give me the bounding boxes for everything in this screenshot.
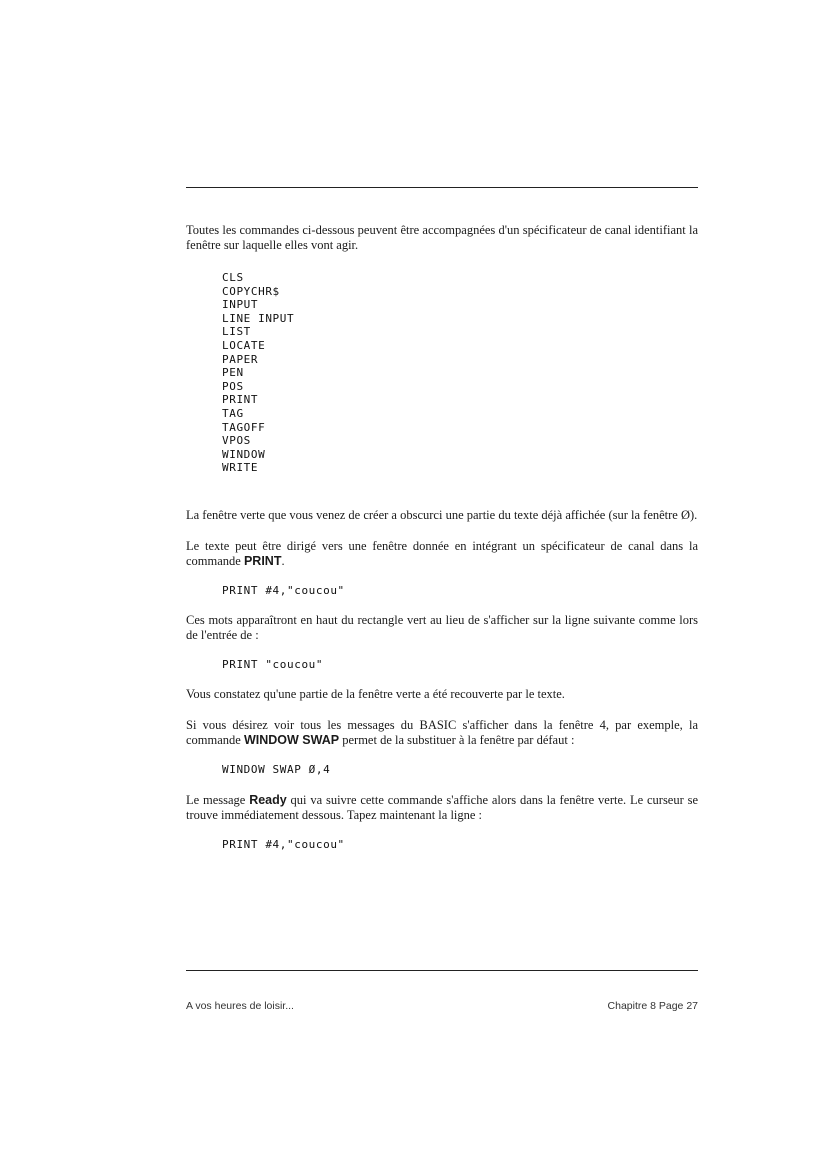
paragraph-window-swap	[186, 718, 698, 748]
keyword-ready: Ready	[249, 792, 287, 807]
paragraph-ready-end: qui va suivre cette commande s'affiche alors dans la fenêtre verte. Le curseur se trouve immédiatement dessous. Tapez maintenant la ligne :	[186, 792, 699, 822]
command-item: COPYCHR$	[222, 284, 280, 298]
command-item: TAG	[222, 406, 244, 420]
paragraph-channel-end: .	[281, 553, 285, 568]
command-item: WRITE	[222, 461, 259, 475]
command-item: VPOS	[222, 434, 251, 448]
paragraph-window-swap-end: permet de la substituer à la fenêtre par défaut :	[339, 733, 575, 748]
command-item: LINE INPUT	[222, 311, 295, 325]
paragraph-ready-text: Le message	[186, 792, 250, 807]
paragraph-channel-text: Le texte peut être dirigé vers une fenêtre donnée en intégrant un spécificateur de canal dans la commande	[186, 538, 698, 568]
command-list	[222, 271, 698, 475]
footer-rule	[186, 970, 698, 971]
code-print-channel: PRINT #4,"coucou"	[222, 583, 345, 597]
command-item: POS	[222, 379, 244, 393]
page-body	[186, 223, 698, 851]
command-item: PRINT	[222, 393, 259, 407]
command-item: LOCATE	[222, 338, 266, 352]
command-item: LIST	[222, 325, 251, 339]
keyword-print: PRINT	[243, 553, 282, 568]
command-item: WINDOW	[222, 447, 266, 461]
paragraph-covered: Vous constatez qu'une partie de la fenêtre verte a été recouverte par le texte.	[186, 687, 565, 702]
intro-paragraph: Toutes les commandes ci-dessous peuvent être accompagnées d'un spécificateur de canal identifiant la fenêtre sur laquelle elles vont agir.	[186, 223, 698, 252]
paragraph-ready	[186, 793, 698, 823]
command-item: TAGOFF	[222, 420, 266, 434]
keyword-window-swap: WINDOW SWAP	[243, 733, 340, 748]
command-item: INPUT	[222, 298, 259, 312]
footer-right: Chapitre 8 Page 27	[607, 1000, 698, 1012]
paragraph-window-swap-text: Si vous désirez voir tous les messages du BASIC s'afficher dans la fenêtre 4, par exemple, la commande	[186, 718, 698, 748]
command-item: PAPER	[222, 352, 259, 366]
code-print: PRINT "coucou"	[222, 657, 324, 671]
paragraph-channel	[186, 539, 698, 569]
paragraph-top-rectangle: Ces mots apparaîtront en haut du rectangle vert au lieu de s'afficher sur la ligne suivante comme lors de l'entrée de :	[186, 612, 698, 642]
header-rule	[186, 187, 698, 188]
page-footer	[186, 1000, 698, 1012]
paragraph-green-window: La fenêtre verte que vous venez de créer a obscurci une partie du texte déjà affichée (sur la fenêtre Ø).	[186, 507, 698, 522]
footer-left: A vos heures de loisir...	[186, 1000, 294, 1012]
command-item: PEN	[222, 366, 244, 380]
code-window-swap: WINDOW SWAP Ø,4	[222, 763, 331, 777]
code-print-channel-2: PRINT #4,"coucou"	[222, 837, 345, 851]
command-item: CLS	[222, 271, 244, 284]
